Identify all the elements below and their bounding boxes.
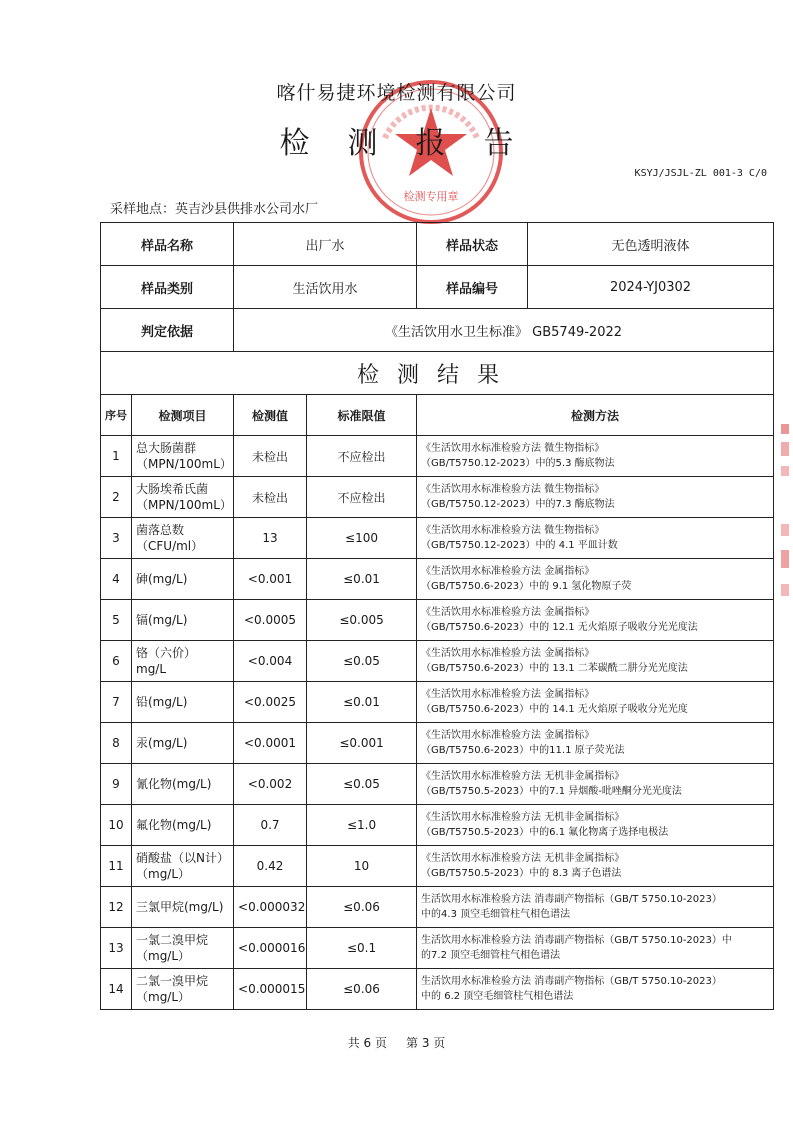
- row-limit: 不应检出: [307, 477, 417, 518]
- info-row-sample-type: [101, 266, 774, 309]
- column-header-method: 检测方法: [417, 395, 774, 436]
- row-item: 大肠埃希氏菌 （MPN/100mL）: [132, 477, 234, 518]
- document-code: KSYJ/JSJL-ZL 001-3 C/0: [634, 168, 767, 179]
- row-limit: ≤0.05: [307, 641, 417, 682]
- table-row: [101, 559, 774, 600]
- sample-type-label: 样品类别: [101, 266, 234, 309]
- row-number: 2: [101, 477, 132, 518]
- row-limit: ≤0.005: [307, 600, 417, 641]
- row-value: <0.0005: [234, 600, 307, 641]
- row-number: 11: [101, 846, 132, 887]
- row-method: 《生活饮用水标准检验方法 金属指标》 （GB/T5750.6-2023）中的 14.1 无火焰原子吸收分光光度: [417, 682, 774, 723]
- row-method: 生活饮用水标准检验方法 消毒副产物指标（GB/T 5750.10-2023） 中的4.3 顶空毛细管柱气相色谱法: [417, 887, 774, 928]
- row-method: 《生活饮用水标准检验方法 金属指标》 （GB/T5750.6-2023）中的 12.1 无火焰原子吸收分光光度法: [417, 600, 774, 641]
- row-number: 10: [101, 805, 132, 846]
- table-row: [101, 682, 774, 723]
- seal-text: 检测专用章: [403, 190, 459, 203]
- row-method: 《生活饮用水标准检验方法 金属指标》 （GB/T5750.6-2023）中的11.1 原子荧光法: [417, 723, 774, 764]
- row-value: <0.000016: [234, 928, 307, 969]
- sample-no-label: 样品编号: [417, 266, 528, 308]
- row-value: 0.7: [234, 805, 307, 846]
- row-item: 硝酸盐（以N计） （mg/L）: [132, 846, 234, 887]
- info-row-basis: [101, 309, 774, 352]
- row-method: 《生活饮用水标准检验方法 无机非金属指标》 （GB/T5750.5-2023）中的6.1 氟化物离子选择电极法: [417, 805, 774, 846]
- row-method: 《生活饮用水标准检验方法 金属指标》 （GB/T5750.6-2023）中的 13.1 二苯碳酰二肼分光光度法: [417, 641, 774, 682]
- current-page: 第 3 页: [406, 1036, 446, 1050]
- column-header-item: 检测项目: [132, 395, 234, 436]
- table-row: [101, 887, 774, 928]
- row-number: 5: [101, 600, 132, 641]
- sampling-location: 采样地点：英吉沙县供排水公司水厂: [110, 202, 319, 217]
- row-number: 4: [101, 559, 132, 600]
- row-method: 《生活饮用水标准检验方法 微生物指标》 （GB/T5750.12-2023）中的 4.1 平皿计数: [417, 518, 774, 559]
- row-value: <0.0001: [234, 723, 307, 764]
- results-section-title-row: [101, 352, 774, 395]
- row-item: 铬（六价） mg/L: [132, 641, 234, 682]
- info-row-sample-name: [101, 223, 774, 266]
- sample-no-value: 2024-YJ0302: [609, 279, 692, 295]
- row-method: 《生活饮用水标准检验方法 微生物指标》 （GB/T5750.12-2023）中的7.3 酶底物法: [417, 477, 774, 518]
- total-pages: 共 6 页: [347, 1036, 387, 1050]
- row-value: <0.000015: [234, 969, 307, 1010]
- row-method: 《生活饮用水标准检验方法 微生物指标》 （GB/T5750.12-2023）中的5.3 酶底物法: [417, 436, 774, 477]
- row-limit: ≤0.05: [307, 764, 417, 805]
- basis-value: 《生活饮用水卫生标准》 GB5749-2022: [234, 309, 774, 352]
- row-method: 生活饮用水标准检验方法 消毒副产物指标（GB/T 5750.10-2023）中 的7.2 顶空毛细管柱气相色谱法: [417, 928, 774, 969]
- table-row: [101, 477, 774, 518]
- results-header-row: [101, 395, 774, 436]
- basis-label: 判定依据: [101, 309, 234, 352]
- row-limit: ≤100: [307, 518, 417, 559]
- sample-state-value: 无色透明液体: [611, 238, 690, 254]
- row-value: <0.002: [234, 764, 307, 805]
- table-row: [101, 436, 774, 477]
- row-item: 二氯一溴甲烷 （mg/L）: [132, 969, 234, 1010]
- row-item: 一氯二溴甲烷 （mg/L）: [132, 928, 234, 969]
- table-row: [101, 969, 774, 1010]
- row-limit: ≤1.0: [307, 805, 417, 846]
- row-value: <0.004: [234, 641, 307, 682]
- table-row: [101, 723, 774, 764]
- row-value: 未检出: [234, 436, 307, 477]
- column-header-no: 序号: [101, 395, 132, 436]
- row-value: 13: [234, 518, 307, 559]
- row-number: 13: [101, 928, 132, 969]
- row-number: 7: [101, 682, 132, 723]
- row-value: 0.42: [234, 846, 307, 887]
- row-method: 《生活饮用水标准检验方法 无机非金属指标》 （GB/T5750.5-2023）中的7.1 异烟酸-吡唑酮分光光度法: [417, 764, 774, 805]
- company-name: 喀什易捷环境检测有限公司: [276, 82, 517, 104]
- row-limit: ≤0.1: [307, 928, 417, 969]
- column-header-value: 检测值: [234, 395, 307, 436]
- side-seal-fragment-bottom: [777, 520, 793, 620]
- row-number: 6: [101, 641, 132, 682]
- row-number: 1: [101, 436, 132, 477]
- row-item: 氟化物(mg/L): [132, 805, 234, 846]
- row-limit: ≤0.06: [307, 887, 417, 928]
- row-item: 总大肠菌群 （MPN/100mL）: [132, 436, 234, 477]
- row-limit: ≤0.001: [307, 723, 417, 764]
- row-method: 生活饮用水标准检验方法 消毒副产物指标（GB/T 5750.10-2023） 中的 6.2 顶空毛细管柱气相色谱法: [417, 969, 774, 1010]
- table-row: [101, 764, 774, 805]
- row-item: 汞(mg/L): [132, 723, 234, 764]
- row-value: <0.000032: [234, 887, 307, 928]
- row-number: 9: [101, 764, 132, 805]
- row-value: 未检出: [234, 477, 307, 518]
- table-row: [101, 928, 774, 969]
- side-seal-fragment-top: [777, 420, 793, 500]
- row-number: 3: [101, 518, 132, 559]
- page-footer: [0, 1034, 793, 1051]
- column-header-limit: 标准限值: [307, 395, 417, 436]
- table-row: [101, 846, 774, 887]
- row-item: 砷(mg/L): [132, 559, 234, 600]
- table-row: [101, 600, 774, 641]
- results-body: [101, 436, 774, 1010]
- results-title: 检测结果: [101, 352, 774, 395]
- row-item: 镉(mg/L): [132, 600, 234, 641]
- row-limit: ≤0.01: [307, 559, 417, 600]
- row-limit: 10: [307, 846, 417, 887]
- row-item: 三氯甲烷(mg/L): [132, 887, 234, 928]
- row-method: 《生活饮用水标准检验方法 无机非金属指标》 （GB/T5750.5-2023）中的 8.3 离子色谱法: [417, 846, 774, 887]
- report-table: [100, 222, 774, 1010]
- row-number: 12: [101, 887, 132, 928]
- row-value: <0.001: [234, 559, 307, 600]
- row-limit: 不应检出: [307, 436, 417, 477]
- sample-name-label: 样品名称: [101, 223, 234, 266]
- row-limit: ≤0.01: [307, 682, 417, 723]
- row-value: <0.0025: [234, 682, 307, 723]
- sample-state-label: 样品状态: [417, 223, 528, 265]
- table-row: [101, 805, 774, 846]
- sample-type-value: 生活饮用水: [234, 266, 417, 309]
- row-item: 菌落总数 （CFU/ml）: [132, 518, 234, 559]
- row-item: 氰化物(mg/L): [132, 764, 234, 805]
- row-method: 《生活饮用水标准检验方法 金属指标》 （GB/T5750.6-2023）中的 9.1 氢化物原子荧: [417, 559, 774, 600]
- row-number: 14: [101, 969, 132, 1010]
- table-row: [101, 518, 774, 559]
- row-item: 铅(mg/L): [132, 682, 234, 723]
- report-title: 检测报告: [279, 126, 552, 161]
- row-number: 8: [101, 723, 132, 764]
- sample-name-value: 出厂水: [234, 223, 417, 266]
- row-limit: ≤0.06: [307, 969, 417, 1010]
- table-row: [101, 641, 774, 682]
